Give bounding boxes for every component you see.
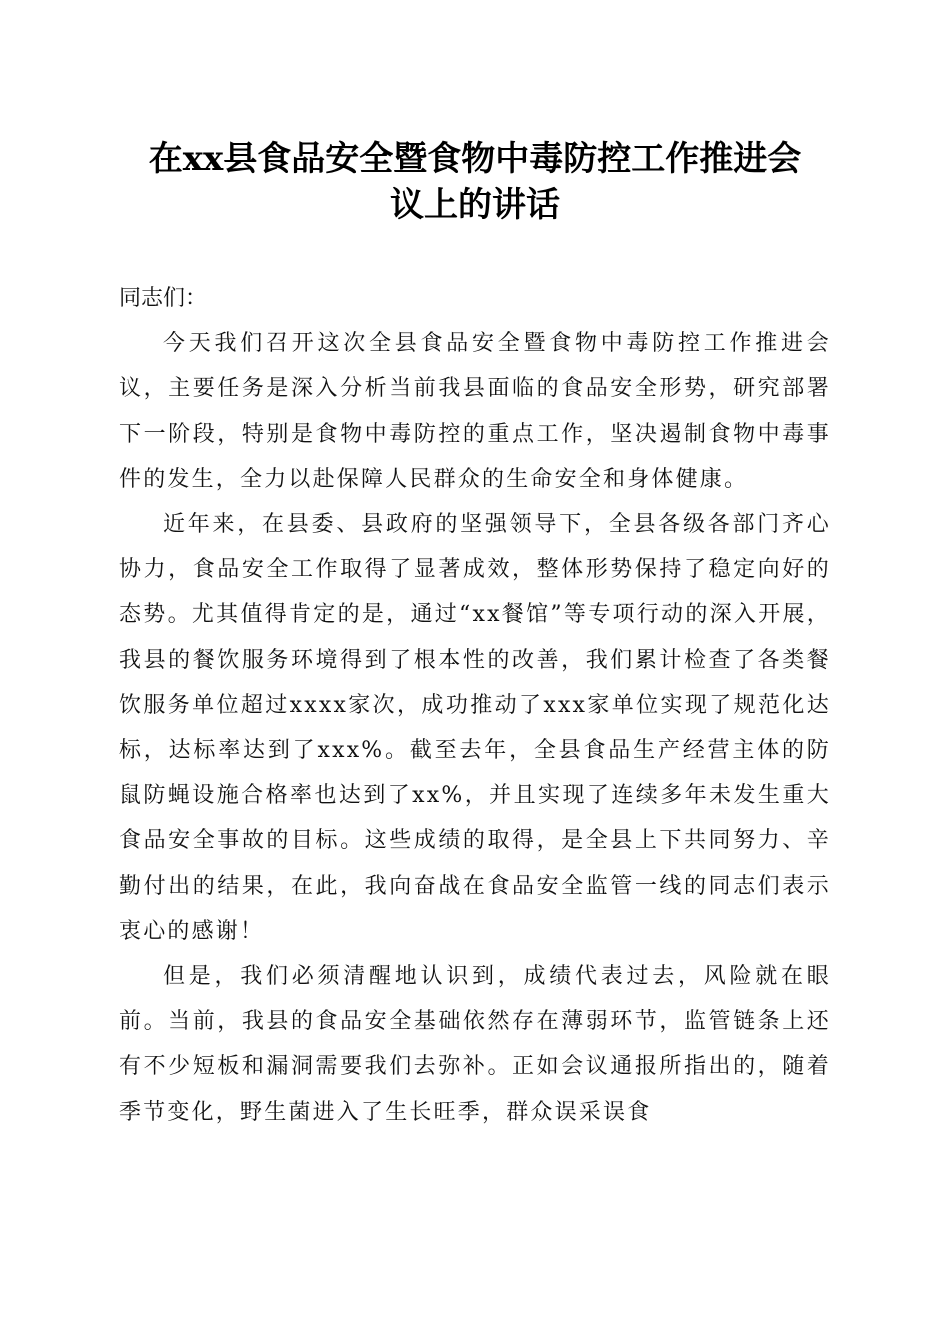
page-title: [100, 136, 850, 228]
paragraph-2: 近年来，在县委、县政府的坚强领导下，全县各级各部门齐心协力，食品安全工作取得了显著成效，整体形势保持了稳定向好的态势。尤其值得肯定的是，通过“xx餐馆”等专项行动的深入开展，我县的餐饮服务环境得到了根本性的改善，我们累计检查了各类餐饮服务单位超过xxxx家次，成功推动了xxx家单位实现了规范化达标，达标率达到了xxx%。截至去年，全县食品生产经营主体的防鼠防蝇设施合格率也达到了xx%，并且实现了连续多年未发生重大食品安全事故的目标。这些成绩的取得，是全县上下共同努力、辛勤付出的结果，在此，我向奋战在食品安全监管一线的同志们表示衷心的感谢！: [119, 512, 831, 944]
paragraph-3: 但是，我们必须清醒地认识到，成绩代表过去，风险就在眼前。当前，我县的食品安全基础依然存在薄弱环节，监管链条上还有不少短板和漏洞需要我们去弥补。正如会议通报所指出的，随着季节变化，野生菌进入了生长旺季，群众误采误食: [119, 964, 831, 1125]
title-line-1: 在xx县食品安全暨食物中毒防控工作推进会: [148, 139, 802, 179]
document-body: [119, 276, 831, 1135]
title-line-2: 议上的讲话: [390, 185, 560, 225]
salutation: 同志们：: [119, 286, 208, 311]
paragraph-1: 今天我们召开这次全县食品安全暨食物中毒防控工作推进会议，主要任务是深入分析当前我县面临的食品安全形势，研究部署下一阶段，特别是食物中毒防控的重点工作，坚决遏制食物中毒事件的发生，全力以赴保障人民群众的生命安全和身体健康。: [119, 331, 831, 492]
